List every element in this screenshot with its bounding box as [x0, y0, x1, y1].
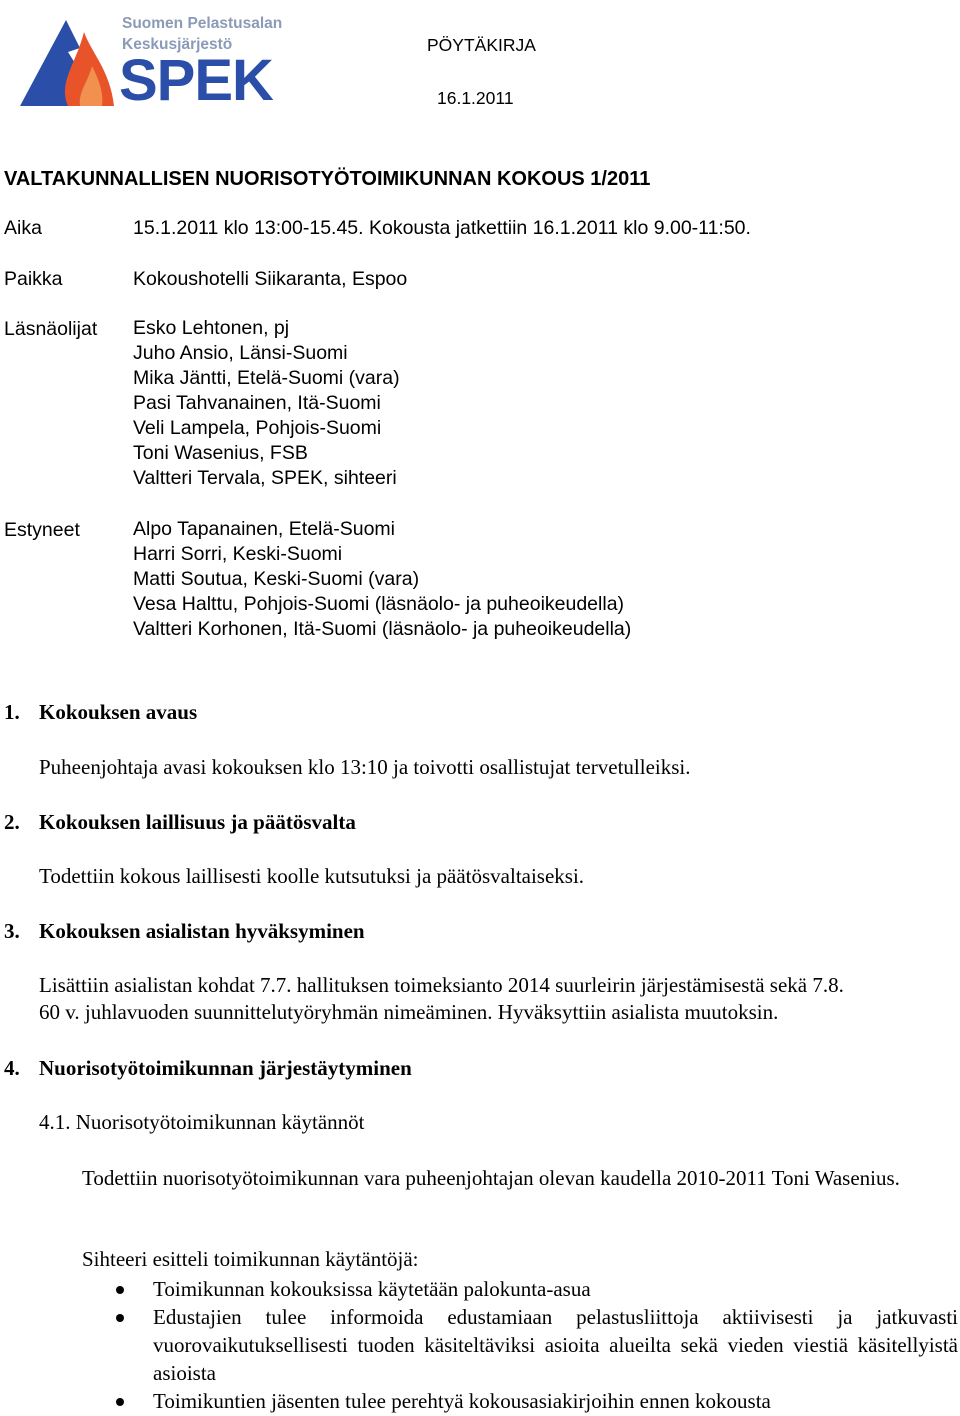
list-item: Harri Sorri, Keski-Suomi	[133, 543, 343, 565]
subsection-intro: Sihteeri esitteli toimikunnan käytäntöjä:	[82, 1247, 419, 1271]
bullet-icon	[116, 1314, 124, 1322]
bullet-text: Toimikuntien jäsenten tulee perehtyä kokousasiakirjoihin ennen kokousta	[153, 1389, 771, 1413]
section-4-heading: Nuorisotyötoimikunnan järjestäytyminen	[39, 1056, 412, 1080]
list-item: Esko Lehtonen, pj	[133, 317, 290, 339]
subsection-paragraph: Todettiin nuorisotyötoimikunnan vara puheenjohtajan olevan kaudella 2010-2011 Toni Wasenius.	[82, 1166, 900, 1190]
section-3-heading: Kokouksen asialistan hyväksyminen	[39, 919, 365, 943]
time-value: 15.1.2011 klo 13:00-15.45. Kokousta jatkettiin 16.1.2011 klo 9.00-11:50.	[133, 217, 751, 239]
list-item	[153, 1387, 958, 1415]
list-item: Toni Wasenius, FSB	[133, 442, 308, 464]
bullet-text: Toimikunnan kokouksissa käytetään palokunta-asua	[153, 1277, 591, 1301]
bullet-text: Edustajien tulee informoida edustamiaan pelastusliittoja aktiivisesti ja jatkuvasti vuorovaikutuksellisesti tuoden käsiteltäviksi asioita alueilta sekä vieden viestiä käsitellyistä asioista	[153, 1305, 958, 1385]
list-item: Vesa Halttu, Pohjois-Suomi (läsnäolo- ja puheoikeudella)	[133, 593, 625, 615]
bullet-icon	[116, 1286, 124, 1294]
list-item: Mika Jäntti, Etelä-Suomi (vara)	[133, 367, 400, 389]
logo-wordmark: SPEK	[119, 48, 273, 113]
section-2-number: 2.	[4, 810, 20, 834]
list-item	[153, 1303, 958, 1387]
page-title: VALTAKUNNALLISEN NUORISOTYÖTOIMIKUNNAN KOKOUS 1/2011	[4, 168, 651, 190]
list-item: Pasi Tahvanainen, Itä-Suomi	[133, 392, 381, 414]
section-2-heading: Kokouksen laillisuus ja päätösvalta	[39, 810, 356, 834]
place-value: Kokoushotelli Siikaranta, Espoo	[133, 268, 408, 290]
section-3-body-line2: 60 v. juhlavuoden suunnittelutyöryhmän nimeäminen. Hyväksyttiin asialista muutoksin.	[39, 1000, 779, 1024]
section-1-heading: Kokouksen avaus	[39, 700, 198, 724]
flame-logo-icon	[18, 12, 118, 108]
list-item: Alpo Tapanainen, Etelä-Suomi	[133, 518, 395, 540]
list-item: Matti Soutua, Keski-Suomi (vara)	[133, 568, 420, 590]
section-4-number: 4.	[4, 1056, 20, 1080]
logo-line2: Keskusjärjestö	[122, 36, 233, 53]
section-1-body: Puheenjohtaja avasi kokouksen klo 13:10 ja toivotti osallistujat tervetulleiksi.	[39, 755, 691, 779]
absent-list	[133, 517, 631, 642]
document-type: PÖYTÄKIRJA	[427, 35, 536, 55]
spek-logo	[18, 12, 283, 113]
logo-line1: Suomen Pelastusalan	[122, 15, 283, 32]
absent-label: Estyneet	[4, 519, 80, 541]
section-3-number: 3.	[4, 919, 20, 943]
present-label: Läsnäolijat	[4, 318, 98, 340]
subsection-heading: 4.1. Nuorisotyötoimikunnan käytännöt	[39, 1110, 365, 1134]
present-list	[133, 316, 400, 491]
section-3-body-line1: Lisättiin asialistan kohdat 7.7. hallituksen toimeksianto 2014 suurleirin järjestämisestä sekä 7.8.	[39, 973, 844, 997]
section-2-body: Todettiin kokous laillisesti koolle kutsutuksi ja päätösvaltaiseksi.	[39, 864, 585, 888]
practices-list	[153, 1275, 958, 1415]
bullet-icon	[116, 1398, 124, 1406]
list-item: Valtteri Korhonen, Itä-Suomi (läsnäolo- ja puheoikeudella)	[133, 618, 632, 640]
document-date: 16.1.2011	[437, 88, 514, 108]
list-item	[153, 1275, 958, 1303]
list-item: Valtteri Tervala, SPEK, sihteeri	[133, 467, 397, 489]
time-label: Aika	[4, 217, 42, 239]
list-item: Juho Ansio, Länsi-Suomi	[133, 342, 348, 364]
place-label: Paikka	[4, 268, 63, 290]
list-item: Veli Lampela, Pohjois-Suomi	[133, 417, 382, 439]
section-1-number: 1.	[4, 700, 20, 724]
